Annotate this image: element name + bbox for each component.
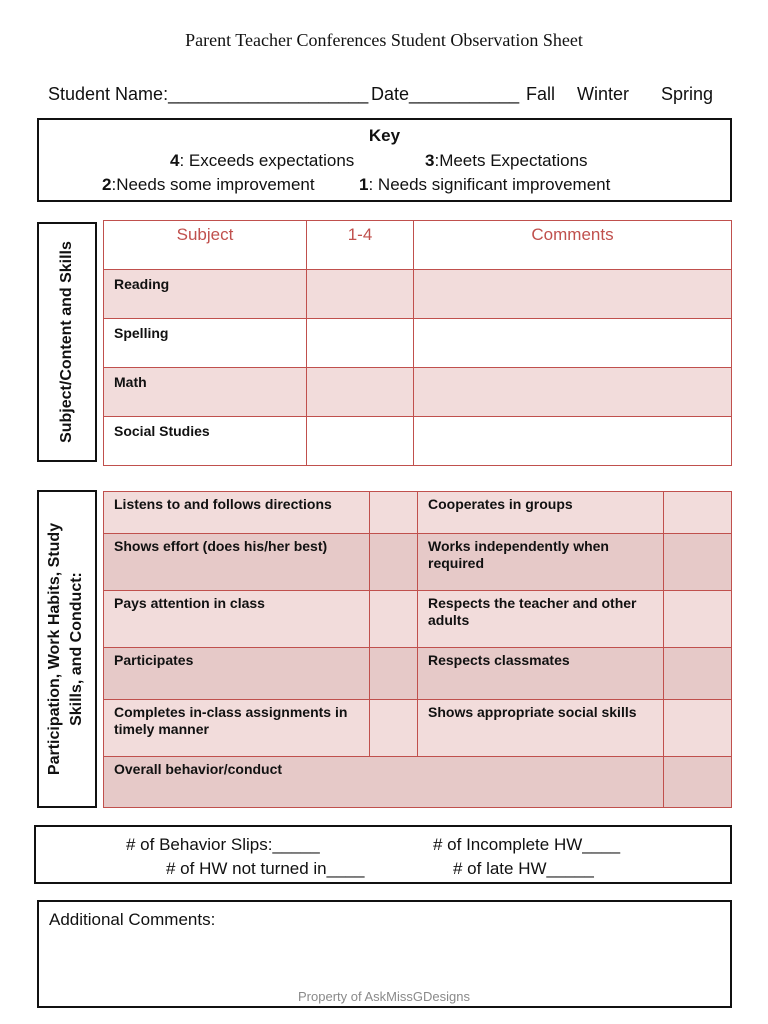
table-row [104,700,732,757]
table-row [104,417,732,466]
overall-behavior-label: Overall behavior/conduct [104,757,664,808]
col-header-subject: Subject [104,221,307,270]
col-header-score: 1-4 [307,221,414,270]
key-item-3: 3:Meets Expectations [425,151,588,170]
table-row [104,270,732,319]
subjects-header-row [104,221,732,270]
date-field[interactable]: Date___________ [371,84,520,104]
student-name-field[interactable]: Student Name:____________________ [48,84,369,104]
key-title: Key [368,126,401,145]
key-item-4: 4: Exceeds expectations [170,151,355,170]
col-header-comments: Comments [414,221,732,270]
hw-not-turned-in-field[interactable]: # of HW not turned in____ [166,859,365,878]
subject-spelling: Spelling [104,319,307,368]
score-cell[interactable] [664,648,732,700]
subject-social-studies: Social Studies [104,417,307,466]
student-info-row [48,84,728,108]
comment-cell[interactable] [414,368,732,417]
conduct-item: Participates [104,648,370,700]
conduct-item: Shows effort (does his/her best) [104,534,370,591]
season-fall[interactable]: Fall [526,84,556,104]
table-row [104,534,732,591]
footer-credit: Property of AskMissGDesigns [298,989,470,1004]
key-item-1: 1: Needs significant improvement [359,175,611,194]
late-hw-field[interactable]: # of late HW_____ [453,859,594,878]
score-cell[interactable] [664,700,732,757]
score-cell[interactable] [370,534,418,591]
comment-cell[interactable] [414,319,732,368]
conduct-item: Pays attention in class [104,591,370,648]
subjects-table [103,220,732,466]
score-cell[interactable] [664,534,732,591]
comment-cell[interactable] [414,417,732,466]
conduct-item: Listens to and follows directions [104,492,370,534]
season-spring[interactable]: Spring [661,84,714,104]
score-cell[interactable] [664,757,732,808]
score-cell[interactable] [370,648,418,700]
conduct-item: Respects classmates [418,648,664,700]
subject-math: Math [104,368,307,417]
conduct-item: Works independently when required [418,534,664,591]
table-row [104,757,732,808]
score-cell[interactable] [307,270,414,319]
score-cell[interactable] [664,591,732,648]
score-cell[interactable] [370,492,418,534]
incomplete-hw-field[interactable]: # of Incomplete HW____ [433,835,621,854]
table-row [104,648,732,700]
table-row [104,319,732,368]
behavior-slips-field[interactable]: # of Behavior Slips:_____ [126,835,320,854]
subjects-side-label-box [37,222,97,462]
score-cell[interactable] [664,492,732,534]
table-row [104,492,732,534]
subjects-side-label: Subject/Content and Skills [57,240,75,443]
subject-reading: Reading [104,270,307,319]
conduct-item: Respects the teacher and other adults [418,591,664,648]
score-cell[interactable] [370,700,418,757]
season-winter[interactable]: Winter [577,84,630,104]
comment-cell[interactable] [414,270,732,319]
score-cell[interactable] [370,591,418,648]
conduct-side-label: Participation, Work Habits, Study Skills, and Conduct: [46,522,86,775]
page-title: Parent Teacher Conferences Student Observation Sheet [185,30,583,50]
counts-box [34,825,732,884]
conduct-item: Cooperates in groups [418,492,664,534]
additional-comments-label: Additional Comments: [49,910,216,929]
conduct-table [103,491,732,808]
score-cell[interactable] [307,417,414,466]
key-box [37,118,732,202]
conduct-side-label-box [37,490,97,808]
score-cell[interactable] [307,368,414,417]
conduct-item: Completes in-class assignments in timely manner [104,700,370,757]
table-row [104,368,732,417]
conduct-item: Shows appropriate social skills [418,700,664,757]
table-row [104,591,732,648]
key-item-2: 2:Needs some improvement [102,175,315,194]
score-cell[interactable] [307,319,414,368]
